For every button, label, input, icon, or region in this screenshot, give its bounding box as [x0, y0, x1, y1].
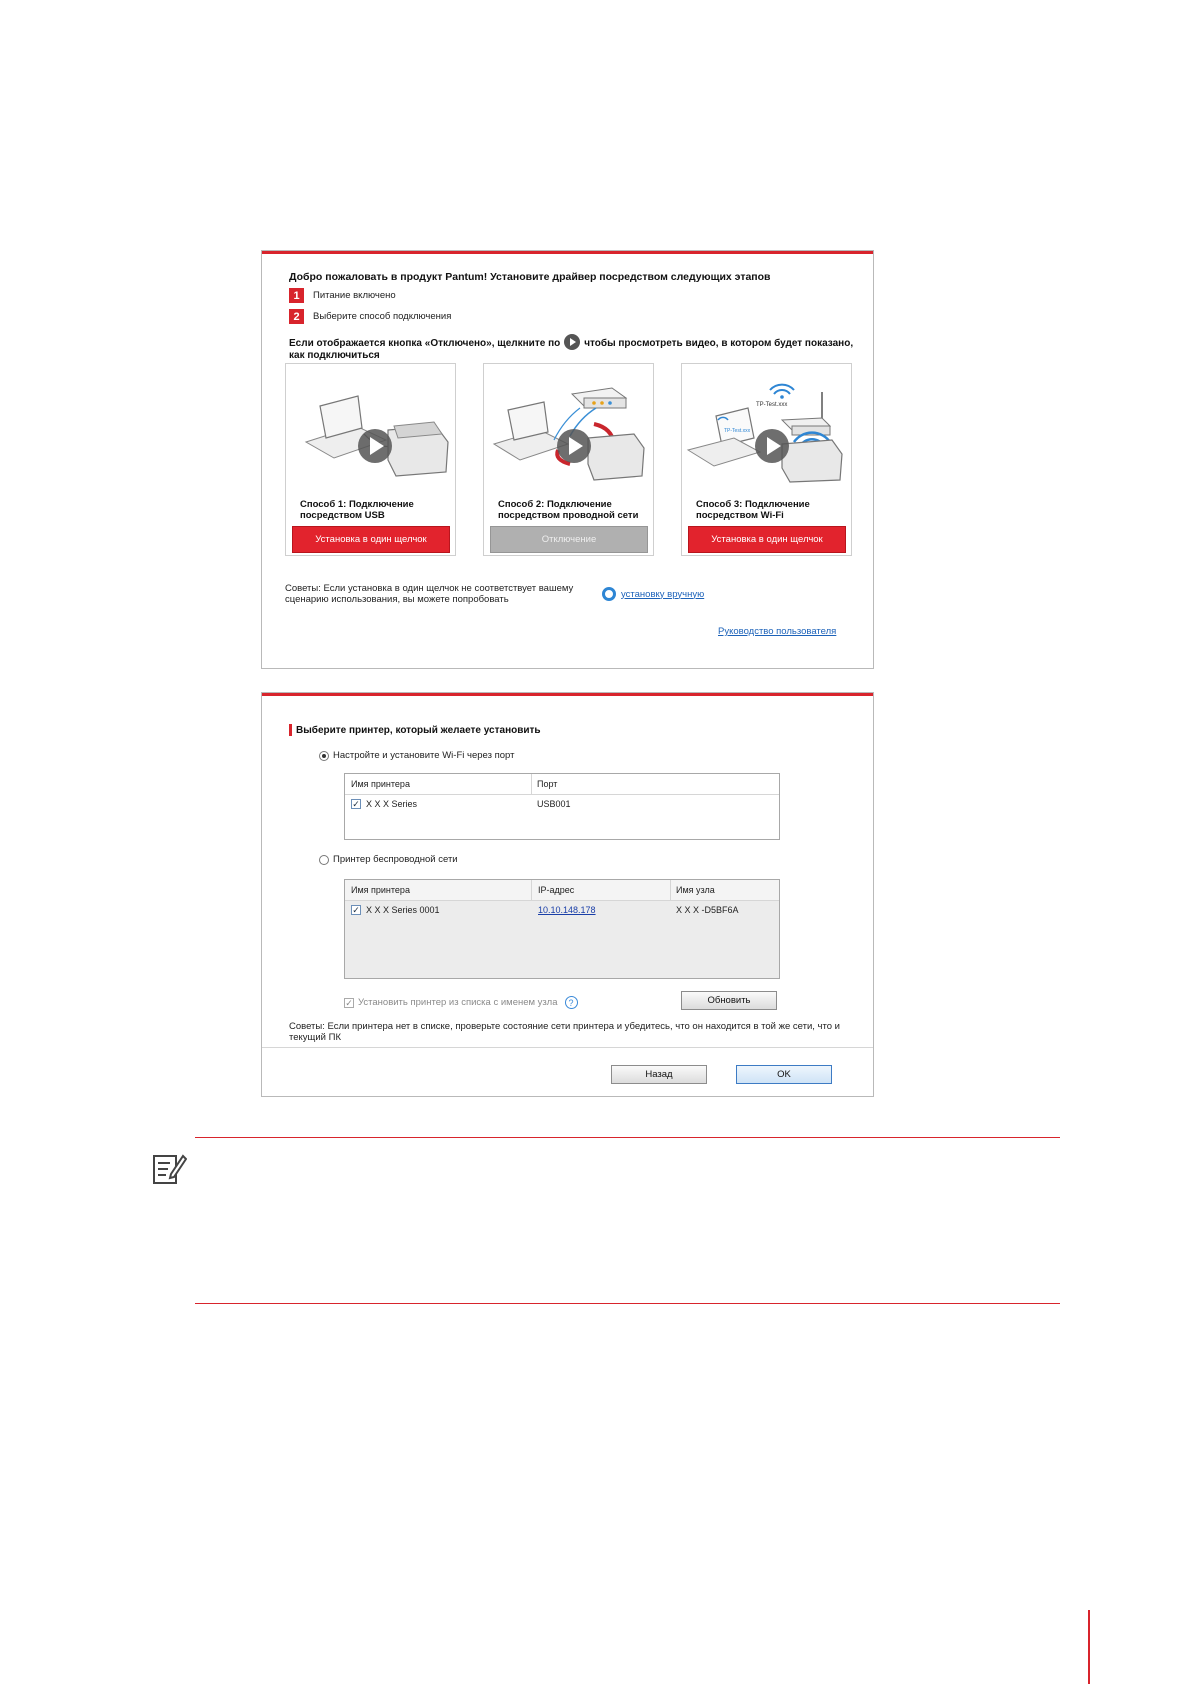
method-card-usb — [285, 363, 456, 556]
video-hint — [289, 334, 854, 362]
usb-connection-illustration — [286, 364, 455, 484]
method-card-wifi — [681, 363, 852, 556]
printer-select-title — [289, 724, 541, 736]
printer-host: X X X -D5BF6A — [676, 905, 739, 915]
step-select-connection — [289, 309, 451, 324]
method-card-wired — [483, 363, 654, 556]
usb-printer-table — [344, 773, 780, 840]
disabled-wired-button[interactable]: Отключение — [490, 526, 648, 553]
gear-icon — [602, 587, 616, 601]
help-icon[interactable]: ? — [565, 996, 578, 1009]
column-header-ip: IP-адрес — [538, 885, 575, 895]
printer-name: X X X Series — [366, 799, 418, 809]
radio-usb-option[interactable] — [319, 750, 514, 761]
step-number-badge: 1 — [289, 288, 304, 303]
row-checkbox[interactable]: ✓ — [352, 905, 360, 915]
manual-install-label: установку вручную — [621, 588, 705, 600]
back-button[interactable]: Назад — [611, 1065, 707, 1084]
router-ssid-label: TP-Test.xxx — [756, 402, 788, 408]
wifi-connection-illustration — [682, 364, 851, 484]
ok-button[interactable]: OK — [736, 1065, 832, 1084]
printer-select-title-text: Выберите принтер, который желаете установить — [296, 724, 541, 736]
column-header-port: Порт — [537, 779, 558, 789]
row-checkbox[interactable]: ✓ — [352, 799, 360, 809]
table-row[interactable] — [345, 796, 779, 812]
printer-name: X X X Series 0001 — [366, 905, 440, 915]
manual-install-link[interactable] — [602, 587, 704, 601]
method-caption: Способ 2: Подключение посредством проводной сети — [498, 499, 639, 521]
install-tips: Советы: Если установка в один щелчок не соответствует вашему сценарию использования, вы можете попробовать — [285, 583, 574, 605]
wired-connection-illustration — [484, 364, 653, 484]
window-accent-bar — [262, 251, 873, 254]
step-label: Выберите способ подключения — [313, 311, 452, 322]
hostname-checkbox-label: Установить принтер из списка с именем узла — [358, 997, 558, 1008]
one-click-install-usb-button[interactable]: Установка в один щелчок — [292, 526, 450, 553]
video-hint-text-after: чтобы просмотреть видео, в котором будет показано, как подключиться — [289, 338, 854, 361]
window-accent-bar — [262, 693, 873, 696]
printer-select-window — [261, 692, 874, 1097]
installer-welcome-window — [261, 250, 874, 669]
column-header-name: Имя принтера — [351, 779, 410, 789]
hostname-checkbox-row[interactable] — [344, 996, 578, 1009]
table-header — [345, 880, 779, 901]
column-header-host: Имя узла — [676, 885, 715, 895]
radio-selected-icon[interactable] — [319, 751, 329, 761]
radio-wireless-label: Принтер беспроводной сети — [333, 854, 458, 865]
one-click-install-wifi-button[interactable]: Установка в один щелчок — [688, 526, 846, 553]
printer-port: USB001 — [537, 799, 571, 809]
column-header-name: Имя принтера — [351, 885, 410, 895]
printer-select-tips: Советы: Если принтера нет в списке, проверьте состояние сети принтера и убедитесь, что он находится в той же сети, что и текущий ПК — [289, 1021, 840, 1043]
hostname-checkbox[interactable]: ✓ — [345, 997, 353, 1008]
note-bottom-rule — [195, 1303, 1060, 1304]
printer-ip-link[interactable]: 10.10.148.178 — [538, 905, 596, 915]
method-caption: Способ 3: Подключение посредством Wi-Fi — [696, 499, 810, 521]
step-label: Питание включено — [313, 290, 396, 301]
step-number-badge: 2 — [289, 309, 304, 324]
footer-divider — [262, 1047, 873, 1048]
table-header — [345, 774, 779, 795]
refresh-button[interactable]: Обновить — [681, 991, 777, 1010]
page-edge-marker — [1088, 1610, 1090, 1684]
phone-ssid-label: TP-Test.xxx — [724, 428, 751, 434]
method-caption: Способ 1: Подключение посредством USB — [300, 499, 414, 521]
note-top-rule — [195, 1137, 1060, 1138]
step-power-on — [289, 288, 396, 303]
note-icon — [151, 1150, 187, 1186]
wireless-printer-table — [344, 879, 780, 979]
welcome-title: Добро пожаловать в продукт Pantum! Установите драйвер посредством следующих этапов — [289, 271, 771, 283]
table-row[interactable] — [345, 902, 779, 918]
radio-unselected-icon[interactable] — [319, 855, 329, 865]
radio-wireless-option[interactable] — [319, 854, 458, 865]
video-hint-text-before: Если отображается кнопка «Отключено», щелкните по — [289, 338, 561, 349]
play-video-icon[interactable] — [564, 334, 580, 350]
user-guide-link[interactable]: Руководство пользователя — [718, 626, 837, 637]
radio-usb-label: Настройте и установите Wi-Fi через порт — [333, 750, 515, 761]
